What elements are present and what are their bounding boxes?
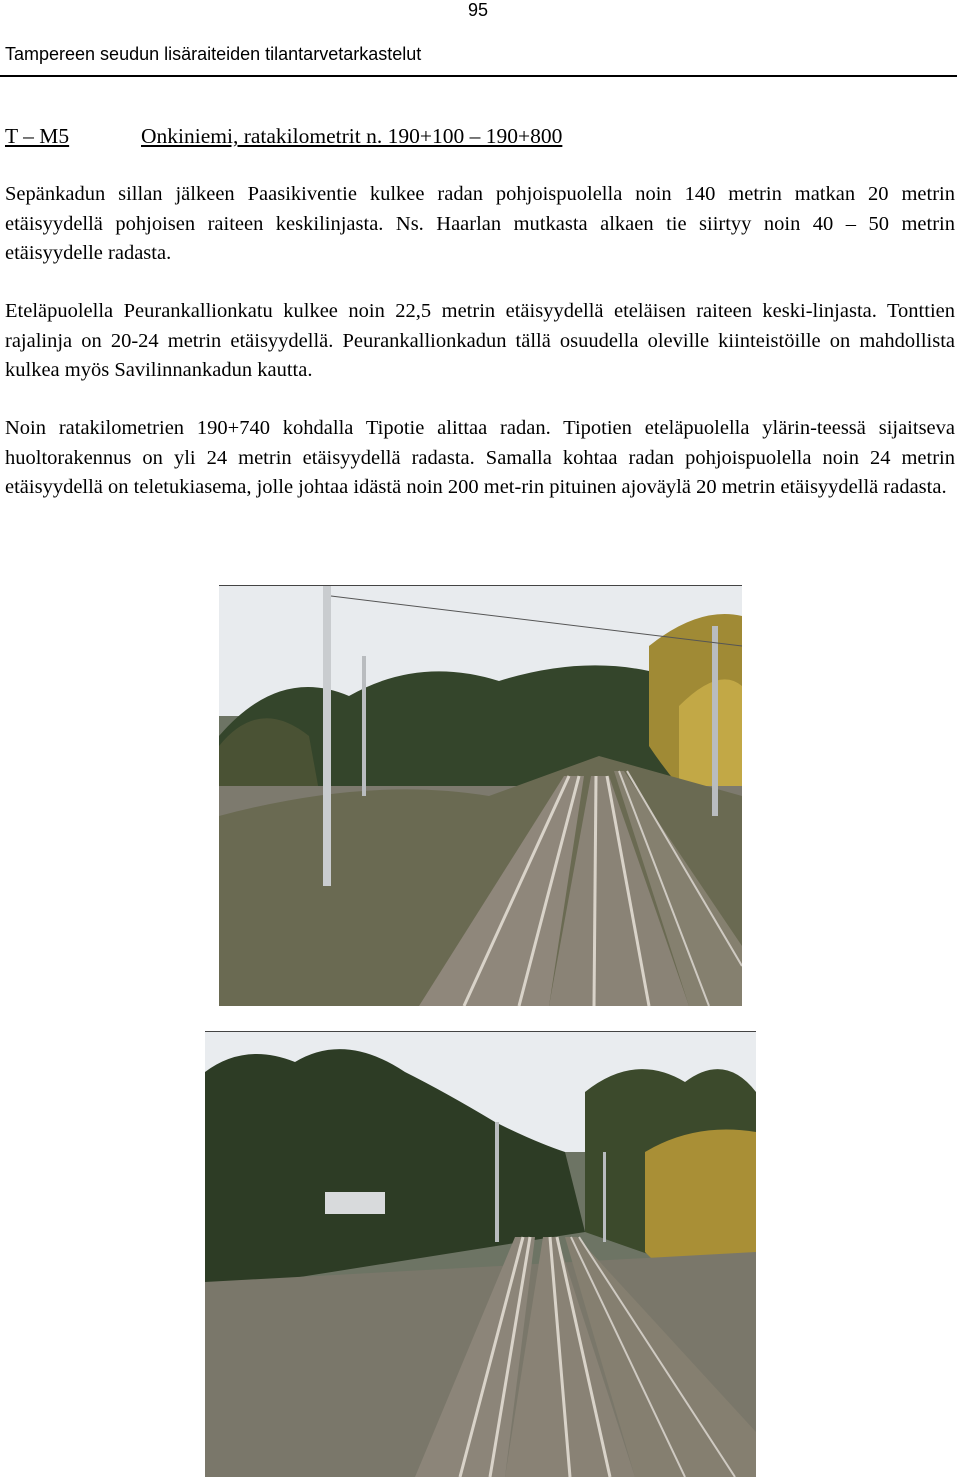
paragraph-1: Sepänkadun sillan jälkeen Paasikiventie kulkee radan pohjoispuolella noin 140 metrin matkan 20 metrin etäisyydellä pohjoisen raiteen keskilinjasta. Ns. Haarlan mutkasta alkaen tie siirtyy noin 40 – 50 metrin etäisyydelle radasta.	[5, 183, 955, 264]
railway-photo-icon	[205, 1032, 756, 1477]
section-title: Onkiniemi, ratakilometrit n. 190+100 – 190+800	[141, 124, 563, 148]
running-header: Tampereen seudun lisäraiteiden tilantarvetarkastelut	[5, 44, 422, 64]
paragraph-2: Eteläpuolella Peurankallionkatu kulkee noin 22,5 metrin etäisyydellä eteläisen raiteen keski-linjasta. Tonttien rajalinja on 20-24 metrin etäisyydellä. Peurankallionkadun tällä osuudella oleville kiinteistöille on mahdollista kulkea myös Savilinnankadun kautta.	[5, 300, 955, 381]
railway-photo-icon	[219, 586, 742, 1006]
railway-photo-2	[205, 1031, 756, 1477]
header-rule	[0, 75, 957, 77]
section-code: T – M5	[5, 124, 70, 148]
railway-photo-1	[219, 585, 742, 1006]
page-number: 95	[468, 0, 489, 20]
paragraph-3: Noin ratakilometrien 190+740 kohdalla Tipotie alittaa radan. Tipotien eteläpuolella ylärin-teessä sijaitseva huoltorakennus on yli 24 metrin etäisyydellä radasta. Samalla kohtaa radan pohjoispuolella noin 24 metrin etäisyydellä on teletukiasema, jolle johtaa idästä noin 200 met-rin pituinen ajoväylä 20 metrin etäisyydellä radasta.	[5, 417, 955, 498]
